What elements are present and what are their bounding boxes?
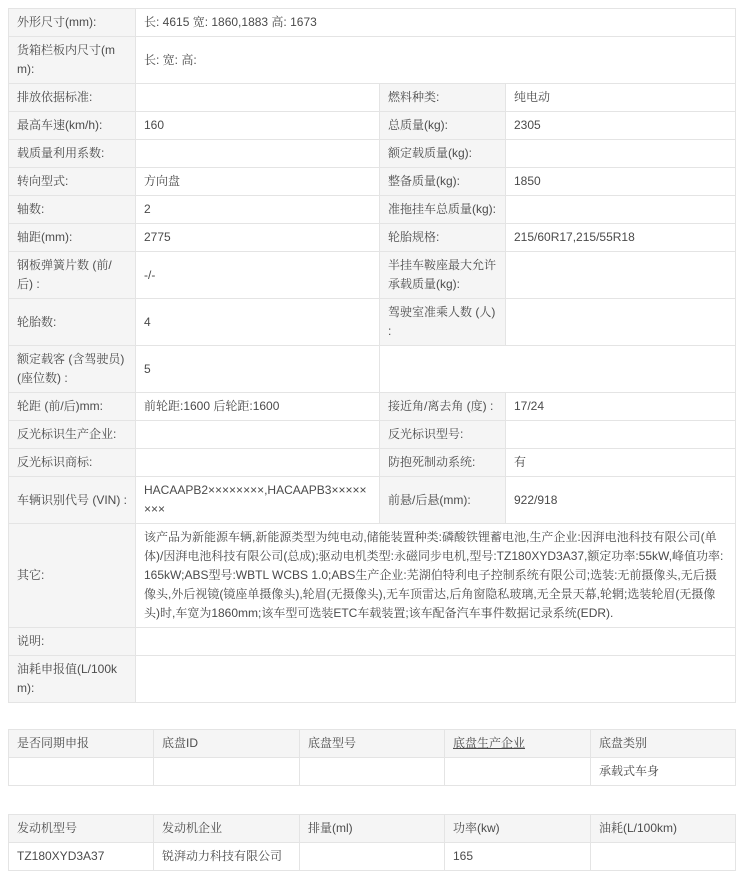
chassis-header-chassis-manufacturer-link[interactable]: 底盘生产企业: [445, 730, 591, 758]
row-label: 反光标识生产企业:: [9, 421, 136, 449]
table-spacer: [8, 786, 735, 814]
row-exterior-dimensions: [9, 9, 736, 37]
row-track-approach-angle: [9, 393, 736, 421]
row-value: 17/24: [506, 393, 736, 421]
row-label: 排放依据标准:: [9, 84, 136, 112]
row-value: [136, 84, 380, 112]
chassis-table: [8, 729, 736, 786]
row-steering-curb-mass: [9, 168, 736, 196]
row-label: 外形尺寸(mm):: [9, 9, 136, 37]
row-label: 反光标识商标:: [9, 449, 136, 477]
row-label: 车辆识别代号 (VIN) :: [9, 477, 136, 524]
row-axle-count-trailer-mass: [9, 196, 736, 224]
chassis-cell-chassis-id: [154, 758, 300, 786]
row-value: 215/60R17,215/55R18: [506, 224, 736, 252]
row-reflective-marking-manufacturer: [9, 421, 736, 449]
engine-header-engine-manufacturer: 发动机企业: [154, 815, 300, 843]
row-value: [136, 140, 380, 168]
row-label: 前悬/后悬(mm):: [380, 477, 506, 524]
chassis-header-chassis-model: 底盘型号: [300, 730, 445, 758]
row-value: [506, 140, 736, 168]
engine-cell-engine-manufacturer: 锐湃动力科技有限公司: [154, 843, 300, 871]
row-value: 有: [506, 449, 736, 477]
row-declared-fuel-consumption: [9, 656, 736, 703]
engine-cell-engine-model: TZ180XYD3A37: [9, 843, 154, 871]
row-value: [506, 252, 736, 299]
row-label: 燃料种类:: [380, 84, 506, 112]
row-label: 轴数:: [9, 196, 136, 224]
table-spacer: [8, 703, 735, 729]
row-value: 5: [136, 346, 380, 393]
row-cargo-box-dimensions: [9, 37, 736, 84]
engine-header-fuel-consumption: 油耗(L/100km): [591, 815, 736, 843]
row-value: 2305: [506, 112, 736, 140]
row-wheelbase-tire-spec: [9, 224, 736, 252]
chassis-header-concurrent-declaration: 是否同期申报: [9, 730, 154, 758]
chassis-header-row: [9, 730, 736, 758]
chassis-cell-chassis-manufacturer: [445, 758, 591, 786]
engine-cell-fuel-consumption: [591, 843, 736, 871]
engine-header-power: 功率(kw): [445, 815, 591, 843]
row-label: 轮距 (前/后)mm:: [9, 393, 136, 421]
row-vin-overhang: [9, 477, 736, 524]
row-label: 油耗申报值(L/100km):: [9, 656, 136, 703]
row-value: 长: 4615 宽: 1860,1883 高: 1673: [136, 9, 736, 37]
row-label: 整备质量(kg):: [380, 168, 506, 196]
row-emission-standard-fuel-type: [9, 84, 736, 112]
row-label: 总质量(kg):: [380, 112, 506, 140]
engine-cell-displacement: [300, 843, 445, 871]
row-label: 货箱栏板内尺寸(mm):: [9, 37, 136, 84]
row-label: 轮胎数:: [9, 299, 136, 346]
row-label: 轴距(mm):: [9, 224, 136, 252]
row-value: [136, 656, 736, 703]
row-label: 额定载质量(kg):: [380, 140, 506, 168]
row-label: 钢板弹簧片数 (前/后) :: [9, 252, 136, 299]
row-value: 922/918: [506, 477, 736, 524]
row-value: 4: [136, 299, 380, 346]
row-value: 2: [136, 196, 380, 224]
row-leaf-springs-saddle-load: [9, 252, 736, 299]
row-label: 转向型式:: [9, 168, 136, 196]
row-value: 160: [136, 112, 380, 140]
row-value: 纯电动: [506, 84, 736, 112]
row-value: 前轮距:1600 后轮距:1600: [136, 393, 380, 421]
row-value: 1850: [506, 168, 736, 196]
engine-header-row: [9, 815, 736, 843]
row-label: 载质量利用系数:: [9, 140, 136, 168]
row-label: 驾驶室准乘人数 (人) :: [380, 299, 506, 346]
engine-table: [8, 814, 736, 871]
row-tire-count-cab-passengers: [9, 299, 736, 346]
engine-header-displacement: 排量(ml): [300, 815, 445, 843]
chassis-cell-chassis-category: 承载式车身: [591, 758, 736, 786]
engine-cell-power: 165: [445, 843, 591, 871]
row-label: 其它:: [9, 524, 136, 628]
row-reflective-marking-brand-abs: [9, 449, 736, 477]
row-label: 反光标识型号:: [380, 421, 506, 449]
row-max-speed-total-mass: [9, 112, 736, 140]
vehicle-spec-table: [8, 8, 736, 703]
row-label: 准拖挂车总质量(kg):: [380, 196, 506, 224]
row-value: [136, 449, 380, 477]
engine-data-row: [9, 843, 736, 871]
row-value: 该产品为新能源车辆,新能源类型为纯电动,储能装置种类:磷酸铁锂蓄电池,生产企业:因湃电池科技有限公司(单体)/因湃电池科技有限公司(总成);驱动电机类型:永磁同步电机,型号:TZ180XYD3A37,额定功率:55kW,峰值功率:165kW;ABS型号:WBTL WCBS 1.0;ABS生产企业:芜湖伯特利电子控制系统有限公司;选装:无前摄像头,无后摄像头,外后视镜(镜座单摄像头),轮眉(无摄像头),无车顶雷达,后角窗隐私玻璃,无全景天幕,轮辋;选装轮眉(无摄像头)时,车宽为1860mm;该车型可选装ETC车载装置;该车配备汽车事件数据记录系统(EDR).: [136, 524, 736, 628]
row-value: HACAAPB2××××××××,HACAAPB3××××××××: [136, 477, 380, 524]
row-other-remarks: [9, 524, 736, 628]
row-label: 最高车速(km/h):: [9, 112, 136, 140]
chassis-cell-concurrent-declaration: [9, 758, 154, 786]
row-value: -/-: [136, 252, 380, 299]
row-value: [506, 299, 736, 346]
row-rated-passengers: [9, 346, 736, 393]
row-value: 长: 宽: 高:: [136, 37, 736, 84]
chassis-header-chassis-category: 底盘类别: [591, 730, 736, 758]
row-label: 半挂车鞍座最大允许承载质量(kg):: [380, 252, 506, 299]
chassis-data-row: [9, 758, 736, 786]
row-mass-utilization-rated-load: [9, 140, 736, 168]
row-label: 接近角/离去角 (度) :: [380, 393, 506, 421]
chassis-cell-chassis-model: [300, 758, 445, 786]
row-label: 额定载客 (含驾驶员) (座位数) :: [9, 346, 136, 393]
row-value: [136, 628, 736, 656]
row-label: 轮胎规格:: [380, 224, 506, 252]
row-value: [506, 421, 736, 449]
row-value: 2775: [136, 224, 380, 252]
chassis-header-chassis-id: 底盘ID: [154, 730, 300, 758]
row-notes: [9, 628, 736, 656]
row-value: 方向盘: [136, 168, 380, 196]
engine-header-engine-model: 发动机型号: [9, 815, 154, 843]
row-label: 防抱死制动系统:: [380, 449, 506, 477]
row-value: [136, 421, 380, 449]
row-label: 说明:: [9, 628, 136, 656]
row-empty-cell: [380, 346, 736, 393]
row-value: [506, 196, 736, 224]
